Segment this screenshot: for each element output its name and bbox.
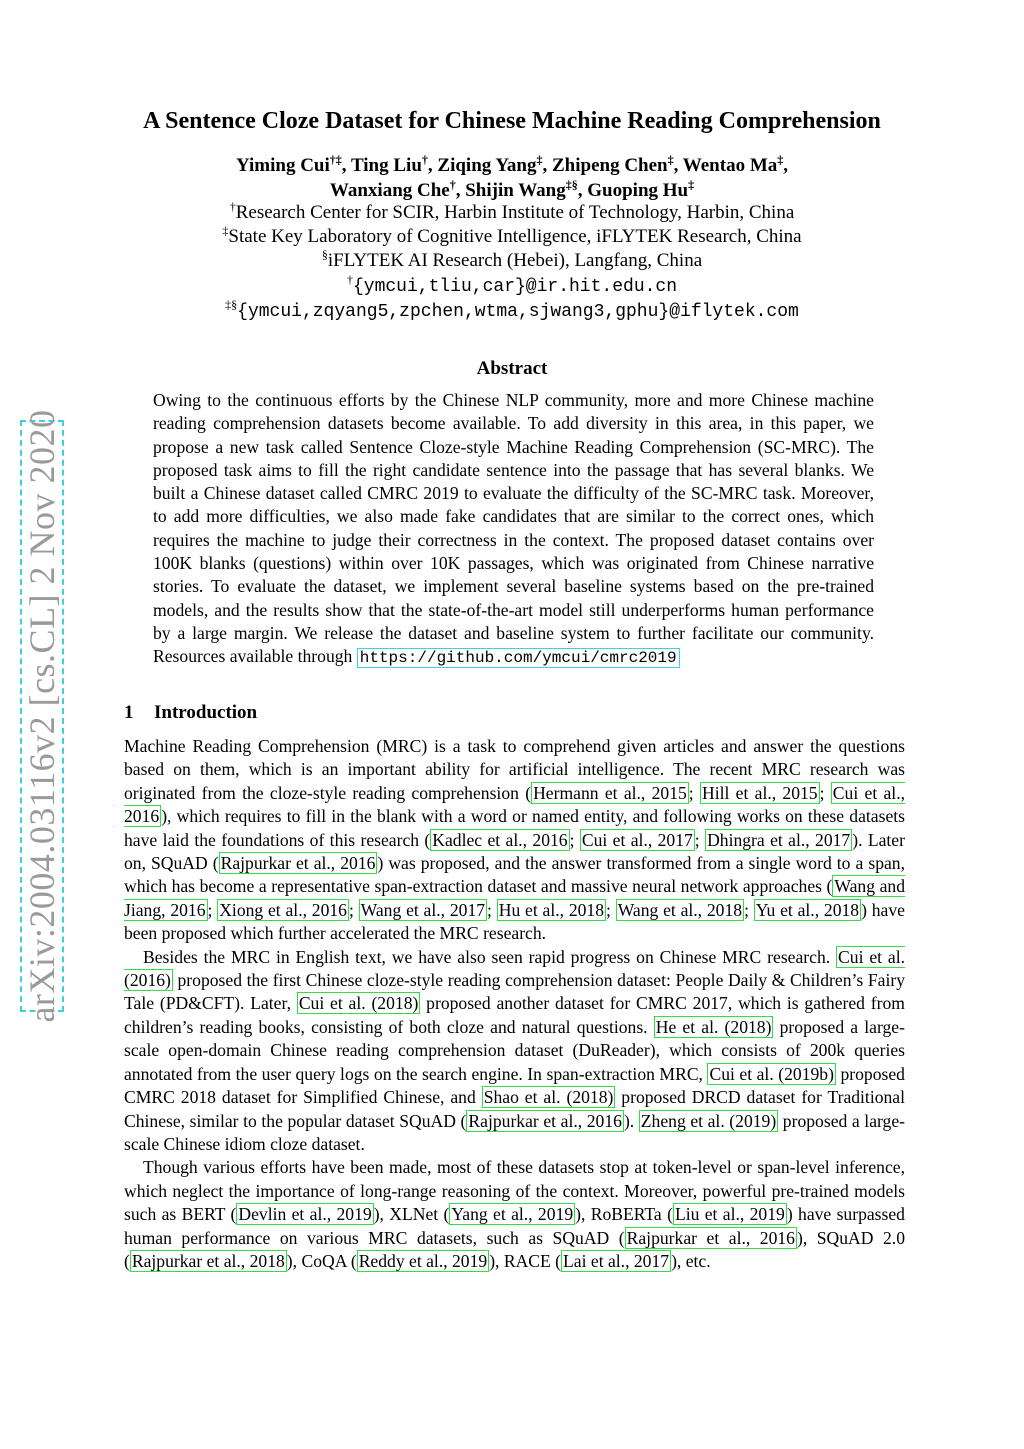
affiliation-2: ‡State Key Laboratory of Cognitive Intelligence, iFLYTEK Research, China: [222, 223, 802, 248]
citation-link[interactable]: Reddy et al., 2019: [358, 1250, 488, 1271]
introduction-body: [124, 735, 905, 1273]
email-2: ‡§{ymcui,zqyang5,zpchen,wtma,sjwang3,gphu}@iflytek.com: [225, 297, 799, 322]
citation-link[interactable]: Cui et al. (2016): [124, 946, 905, 991]
citation-link[interactable]: Cui et al. (2018): [298, 993, 419, 1014]
citation-link[interactable]: Liu et al., 2019: [674, 1204, 785, 1225]
abstract-body: Owing to the continuous efforts by the Chinese NLP community, more and more Chinese machine reading comprehension datasets become available. To add diversity in this area, in this paper, we propose a new task called Sentence Cloze-style Machine Reading Comprehension (SC-MRC). The proposed task aims to fill the right candidate sentence into the passage that has several blanks. We built a Chinese dataset called CMRC 2019 to evaluate the difficulty of the SC-MRC task. Moreover, to add more difficulties, we also made fake candidates that are similar to the correct ones, which requires the machine to judge their correctness in the context. The proposed dataset contains over 100K blanks (questions) within over 10K passages, which was originated from Chinese narrative stories. To evaluate the dataset, we implement several baseline systems based on the pre-trained models, and the results show that the state-of-the-art model still underperforms human performance by a large margin. We release the dataset and baseline system to further facilitate our community. Resources available through https://github.com/ymcui/cmrc2019: [153, 390, 874, 668]
citation-link[interactable]: Hill et al., 2015: [701, 782, 818, 803]
citation-link[interactable]: Kadlec et al., 2016: [432, 829, 568, 850]
citation-link[interactable]: Dhingra et al., 2017: [707, 829, 851, 850]
citation-link[interactable]: Hermann et al., 2015: [533, 782, 687, 803]
citation-link[interactable]: Hu et al., 2018: [498, 899, 605, 920]
citation-link[interactable]: He et al. (2018): [655, 1016, 772, 1037]
citation-link[interactable]: Zheng et al. (2019): [640, 1110, 777, 1131]
affiliations: [0, 201, 1024, 324]
affiliation-1: †Research Center for SCIR, Harbin Institute of Technology, Harbin, China: [229, 199, 795, 223]
citation-link[interactable]: Cui et al., 2016: [124, 782, 905, 827]
citation-link[interactable]: Wang et al., 2018: [617, 899, 743, 920]
email-1: †{ymcui,tliu,car}@ir.hit.edu.cn: [346, 272, 678, 297]
section-heading: 1 Introduction: [124, 702, 258, 723]
abstract-heading: Abstract: [476, 358, 548, 379]
citation-link[interactable]: Rajpurkar et al., 2016: [220, 853, 376, 874]
intro-paragraph-1: Machine Reading Comprehension (MRC) is a task to comprehend given articles and answer the questions based on them, which is an important ability for artificial intelligence. The recent MRC research was originated from the cloze-style reading comprehension ( Hermann et al., 2015 ; Hill et al., 2015 ; Cui et al., 2016 ), which requires to fill in the blank with a word or named entity, and following works on these datasets have laid the foundations of this research ( Kadlec et al., 2016 ; Cui et al., 2017 ; Dhingra et al., 2017 ). Later on, SQuAD ( Rajpurkar et al., 2016 ) was proposed, and the answer transformed from a single word to a span, which has become a representative span-extraction dataset and massive neural network approaches ( Wang and Jiang, 2016 ; Xiong et al., 2016 ; Wang et al., 2017 ; Hu et al., 2018 ; Wang et al., 2018 ; Yu et al., 2018 ) have been proposed which further accelerated the MRC research.: [124, 736, 905, 944]
resource-link[interactable]: https://github.com/ymcui/cmrc2019: [357, 648, 680, 668]
citation-link[interactable]: Rajpurkar et al., 2016: [626, 1227, 795, 1248]
citation-link[interactable]: Rajpurkar et al., 2016: [468, 1110, 622, 1131]
paper-title: A Sentence Cloze Dataset for Chinese Machine Reading Comprehension: [143, 108, 881, 134]
citation-link[interactable]: Lai et al., 2017: [563, 1250, 670, 1271]
author-list: Yiming Cui†‡, Ting Liu†, Ziqing Yang‡, Zhipeng Chen‡, Wentao Ma‡, Wanxiang Che†, Shijin Wang‡§, Guoping Hu‡: [235, 152, 789, 201]
affiliation-3: §iFLYTEK AI Research (Hebei), Langfang, China: [321, 248, 703, 272]
citation-link[interactable]: Xiong et al., 2016: [219, 899, 347, 920]
citation-link[interactable]: Rajpurkar et al., 2018: [131, 1250, 285, 1271]
intro-paragraph-2: Besides the MRC in English text, we have also seen rapid progress on Chinese MRC research. Cui et al. (2016) proposed the first Chinese cloze-style reading comprehension dataset: People Daily & Children’s Fairy Tale (PD&CFT). Later, Cui et al. (2018) proposed another dataset for CMRC 2017, which is gathered from children’s reading books, consisting of both cloze and natural questions. He et al. (2018) proposed a large-scale open-domain Chinese reading comprehension dataset (DuReader), which consists of 200k queries annotated from the user query logs on the search engine. In span-extraction MRC, Cui et al. (2019b) proposed CMRC 2018 dataset for Simplified Chinese, and Shao et al. (2018) proposed DRCD dataset for Traditional Chinese, similar to the popular dataset SQuAD ( Rajpurkar et al., 2016 ). Zheng et al. (2019) proposed a large-scale Chinese idiom cloze dataset.: [124, 946, 906, 1154]
arxiv-stamp: [20, 409, 64, 1023]
citation-link[interactable]: Yu et al., 2018: [755, 899, 860, 920]
citation-link[interactable]: Wang and Jiang, 2016: [124, 876, 905, 920]
citation-link[interactable]: Devlin et al., 2019: [238, 1204, 372, 1225]
arxiv-stamp-text: arXiv:2004.03116v2 [cs.CL] 2 Nov 2020: [22, 409, 62, 1023]
citation-link[interactable]: Cui et al., 2017: [581, 829, 693, 850]
citation-link[interactable]: Yang et al., 2019: [451, 1204, 574, 1225]
intro-paragraph-3: Though various efforts have been made, most of these datasets stop at token-level or span-level inference, which neglect the importance of long-range reasoning of the context. Moreover, powerful pre-trained models such as BERT ( Devlin et al., 2019 ), XLNet ( Yang et al., 2019 ), RoBERTa ( Liu et al., 2019 ) have surpassed human performance on various MRC datasets, such as SQuAD ( Rajpurkar et al., 2016 ), SQuAD 2.0 ( Rajpurkar et al., 2018 ), CoQA ( Reddy et al., 2019 ), RACE ( Lai et al., 2017 ), etc.: [124, 1157, 905, 1271]
citation-link[interactable]: Cui et al. (2019b): [709, 1063, 834, 1084]
citation-link[interactable]: Wang et al., 2017: [360, 899, 486, 920]
citation-link[interactable]: Shao et al. (2018): [483, 1087, 614, 1108]
